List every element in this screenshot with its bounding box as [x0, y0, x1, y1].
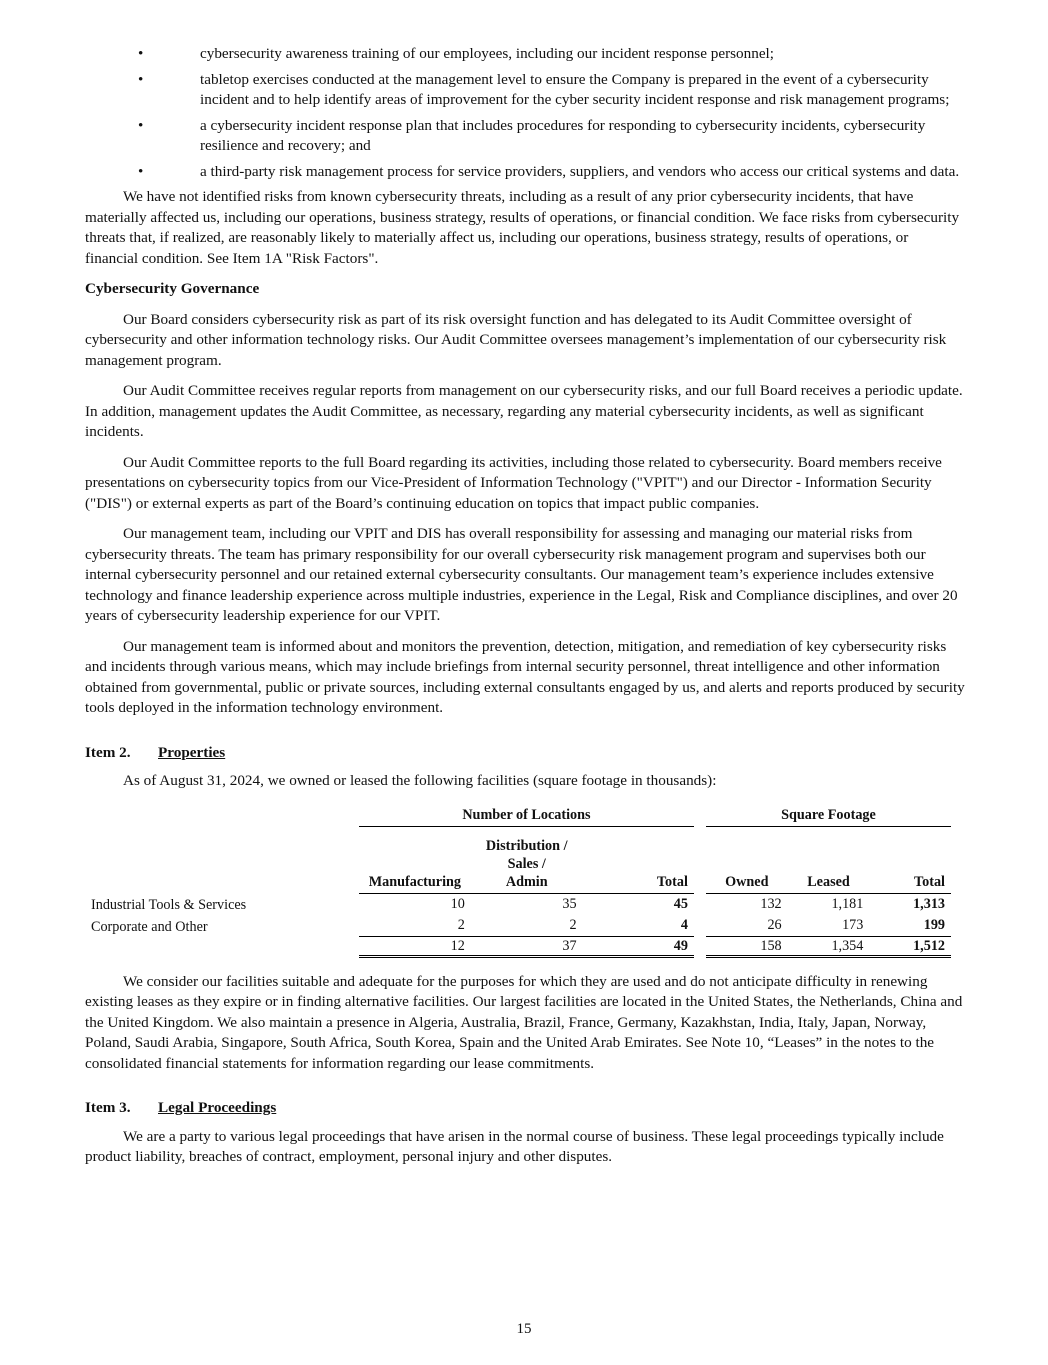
col-header-leased: Leased [788, 826, 870, 893]
cell-manufacturing: 10 [450, 895, 465, 912]
governance-paragraph: Our Audit Committee receives regular reports from management on our cybersecurity risks, and our full Board receives a periodic update. In addition, management updates the Audit Committee, as necessary, regarding any material cybersecurity incidents, as well as significant incidents. [85, 382, 963, 440]
properties-paragraph: We consider our facilities suitable and adequate for the purposes for which they are used and do not anticipate difficulty in renewing existing leases as they expire or in finding alternative facilities. Our largest facilities are located in the United States, the Netherlands, China and the United Kingdom. We also maintain a presence in Algeria, Australia, Brazil, France, Germany, Kazakhstan, India, Italy, Japan, Norway, Poland, Saudi Arabia, Singapore, South Africa, South Korea, Spain and the United Arab Emirates. See Note 10, “Leases” in the notes to the consolidated financial statements for information regarding our lease commitments. [85, 972, 963, 1072]
group-header-locations: Number of Locations [359, 806, 694, 827]
row-label: Corporate and Other [91, 919, 208, 935]
cell-manufacturing: 2 [457, 916, 465, 933]
governance-paragraph: Our Audit Committee reports to the full Board regarding its activities, including those related to cybersecurity. Board members receive presentations on cybersecurity topics from our Vice-President of Information Technology ("VPIT") and our Director - Information Security ("DIS") or external experts as part of the Board’s continuing education on topics that impact public companies. [85, 453, 942, 512]
total-owned: 158 [706, 936, 788, 956]
total-locations: 49 [583, 936, 694, 956]
total-distribution: 37 [471, 936, 583, 956]
row-label: Industrial Tools & Services [91, 897, 247, 913]
cell-owned: 132 [760, 895, 782, 912]
total-sqft: 1,512 [869, 936, 951, 956]
governance-paragraph: Our management team is informed about and monitors the prevention, detection, mitigation, and remediation of key cybersecurity risks and incidents through various means, which may include briefings from internal security personnel, threat intelligence and other information obtained from governmental, public or private sources, including external consultants engaged by us, and alerts and reports produced by security tools deployed in the information technology environment. [85, 637, 965, 716]
bullet-glyph: • [138, 162, 144, 180]
item2-heading [85, 743, 965, 764]
cell-total-sqft: 199 [923, 916, 945, 933]
col-header-total-locations: Total [583, 826, 694, 893]
table-row [85, 914, 951, 936]
governance-paragraph: Our Board considers cybersecurity risk as part of its risk oversight function and has delegated to its Audit Committee oversight of cybersecurity and other information technology risks. Our Audit Committee oversees management’s implementation of our cybersecurity risk management program. [85, 310, 947, 369]
security-measures-list [85, 44, 965, 182]
table-row-totals [85, 936, 951, 956]
facilities-table [85, 806, 951, 958]
cell-distribution: 35 [562, 895, 577, 912]
cell-total-locations: 4 [680, 916, 688, 933]
cell-total-sqft: 1,313 [913, 895, 945, 912]
cell-total-locations: 45 [673, 895, 688, 912]
bullet-glyph: • [138, 45, 144, 62]
group-header-square-footage: Square Footage [706, 806, 951, 827]
legal-paragraph: We are a party to various legal proceedings that have arisen in the normal course of business. These legal proceedings typically include product liability, breaches of contract, employment, personal injury and other disputes. [85, 1127, 944, 1165]
cell-leased: 173 [842, 916, 864, 933]
item3-heading [85, 1098, 965, 1119]
col-header-manufacturing: Manufacturing [359, 826, 471, 893]
total-leased: 1,354 [788, 936, 870, 956]
cell-distribution: 2 [569, 916, 577, 933]
list-item: • a third-party risk management process for service providers, suppliers, and vendors who access our critical systems and data. [85, 162, 965, 183]
cell-leased: 1,181 [831, 895, 864, 912]
list-item: • cybersecurity awareness training of our employees, including our incident response personnel; [85, 44, 965, 65]
bullet-glyph: • [138, 70, 144, 88]
document-page [85, 44, 965, 1178]
item2-number: Item 2. [85, 743, 131, 761]
col-header-owned: Owned [706, 826, 788, 893]
governance-paragraph: Our management team, including our VPIT and DIS has overall responsibility for assessing and managing our material risks from cybersecurity threats. The team has primary responsibility for our overall cybersecurity risk management program and supervises both our internal cybersecurity personnel and our retained external cybersecurity consultants. Our management team’s experience includes extensive technology and finance leadership experience across multiple industries, experience in the Legal, Risk and Compliance disciplines, and over 20 years of cybersecurity leadership experience for our VPIT. [85, 525, 958, 624]
risks-paragraph: We have not identified risks from known cybersecurity threats, including as a result of any prior cybersecurity incidents, that have materially affected us, including our operations, business strategy, results of operations, or financial condition. We face risks from cybersecurity threats that, if realized, are reasonably likely to materially affect us, including our operations, business strategy, results of operations, or financial condition. See Item 1A "Risk Factors". [85, 188, 960, 267]
col-header-total-sqft: Total [869, 826, 951, 893]
properties-intro: As of August 31, 2024, we owned or leased the following facilities (square footage in thousands): [123, 772, 717, 789]
total-manufacturing: 12 [359, 936, 471, 956]
list-item: • a cybersecurity incident response plan that includes procedures for responding to cybersecurity incidents, cybersecurity resilience and recovery; and [138, 116, 926, 154]
governance-heading: Cybersecurity Governance [85, 280, 260, 297]
item3-number: Item 3. [85, 1099, 131, 1116]
bullet-glyph: • [138, 116, 144, 134]
page-number: 15 [516, 1321, 532, 1337]
list-item: • tabletop exercises conducted at the management level to ensure the Company is prepared in the event of a cybersecurity incident and to help identify areas of improvement for the cyber security incident response and risk management programs; [138, 70, 950, 108]
cell-owned: 26 [767, 916, 782, 933]
table-row [85, 893, 951, 914]
item3-title: Legal Proceedings [158, 1099, 277, 1116]
item2-title: Properties [158, 743, 226, 761]
col-header-distribution: Distribution / Sales / Admin [471, 826, 583, 893]
